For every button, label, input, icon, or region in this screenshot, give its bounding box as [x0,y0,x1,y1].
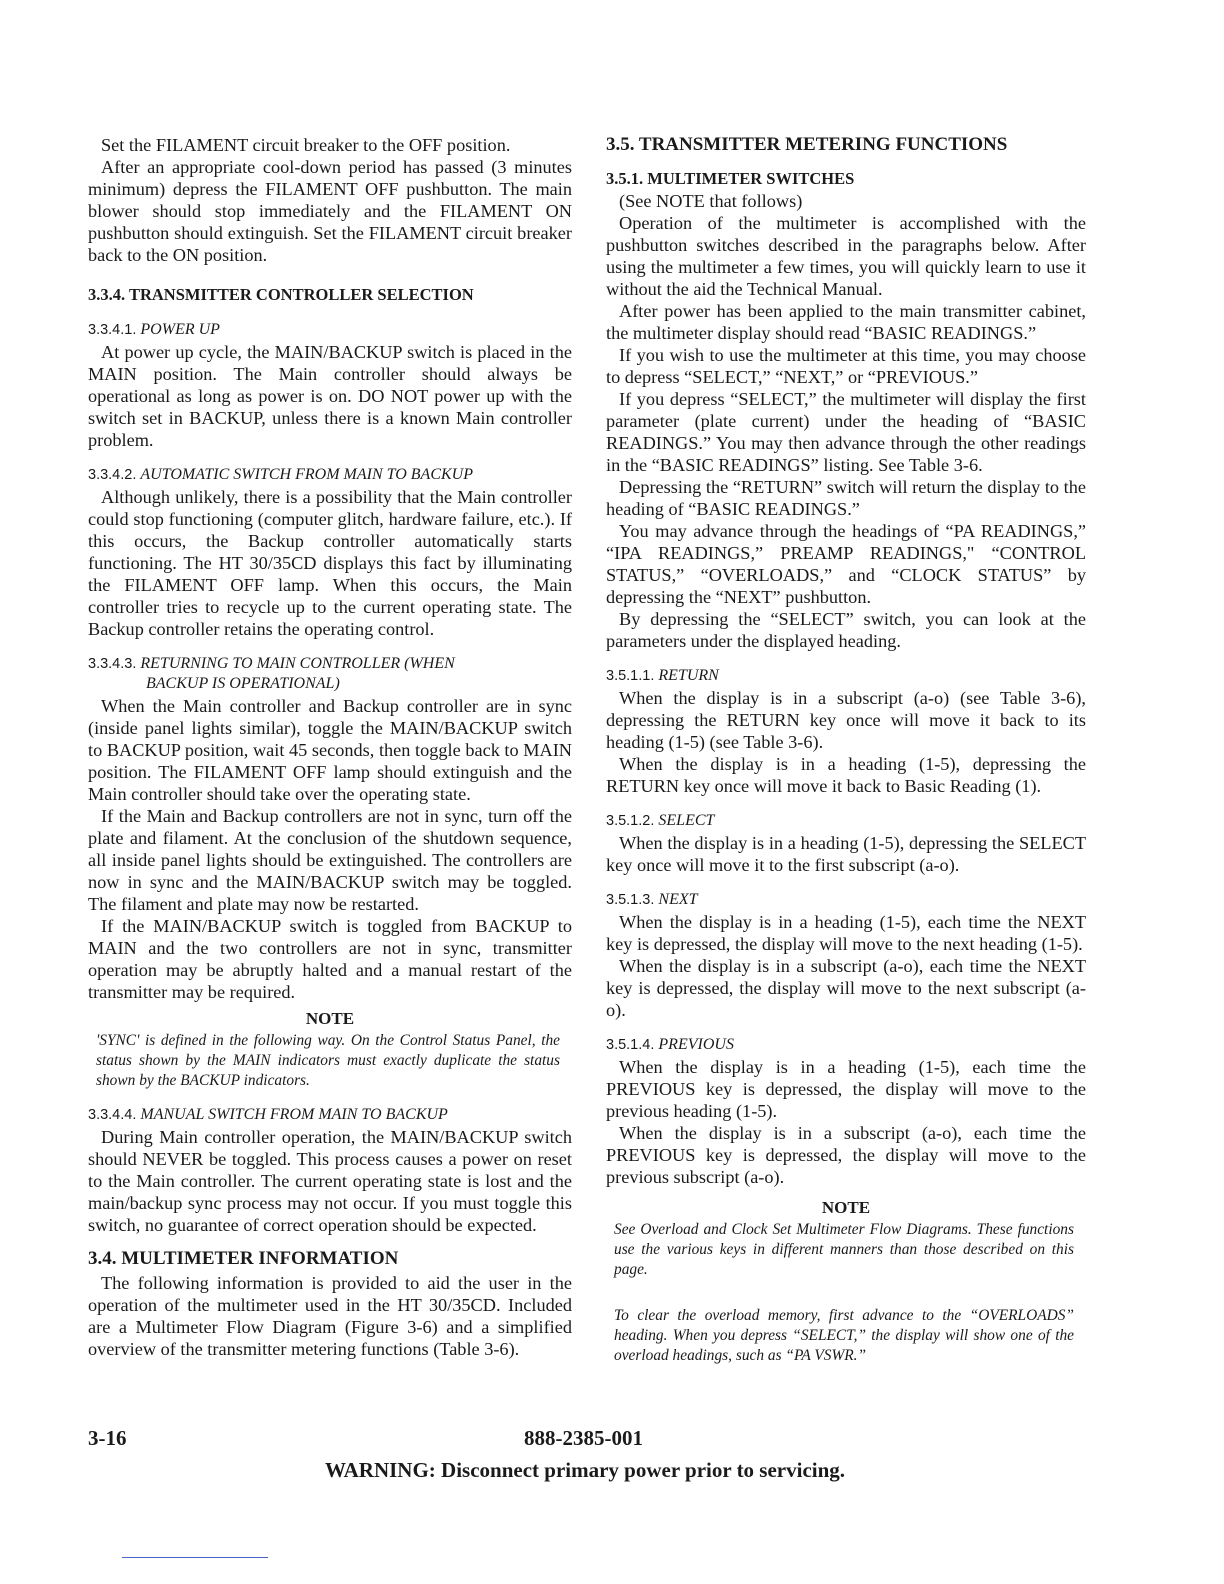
note-text: 'SYNC' is defined in the following way. On the Control Status Panel, the status shown by the MAIN indicators must exactly duplicate the status shown by the BACKUP indicators. [96,1032,560,1089]
page-number: 3-16 [88,1426,127,1450]
heading-title: RETURN [658,667,719,684]
heading-title-continued: BACKUP IS OPERATIONAL) [146,675,340,692]
subsection-heading-3-3-4-4 [88,1105,572,1125]
paragraph: If you depress “SELECT,” the multimeter will display the first parameter (plate current) under the heading of “BASIC READINGS.” You may then advance through the other readings in the “BASIC READINGS” listing. See Table 3-6. [606,389,1086,475]
heading-number: 3.5.1.4. [606,1037,655,1053]
paragraph: Operation of the multimeter is accomplished with the pushbutton switches described in the paragraphs below. After using the multimeter a few times, you will quickly learn to use it without the aid the Technical Manual. [606,213,1086,299]
heading-number: 3.5.1.2. [606,813,655,829]
paragraph: If the Main and Backup controllers are not in sync, turn off the plate and filament. At the conclusion of the shutdown sequence, all inside panel lights should be extinguished. The controllers are now in sync and the MAIN/BACKUP switch may be toggled. The filament and plate may now be restarted. [88,806,572,914]
page-footer [88,1426,1088,1456]
section-heading-3-3-4: 3.3.4. TRANSMITTER CONTROLLER SELECTION [88,285,474,304]
paragraph: When the display is in a subscript (a-o) (see Table 3-6), depressing the RETURN key once will move it back to its heading (1-5) (see Table 3-6). [606,688,1086,752]
left-column [88,134,572,1360]
warning-text: Disconnect primary power prior to servicing. [441,1458,846,1482]
subsection-heading-3-5-1-1 [606,666,1086,686]
note-title: NOTE [305,1009,355,1028]
section-heading-3-4: 3.4. MULTIMETER INFORMATION [88,1248,399,1269]
subsection-heading-3-3-4-1 [88,320,572,340]
right-column [606,134,1086,1366]
paragraph: When the display is in a heading (1-5), depressing the RETURN key once will move it back to Basic Reading (1). [606,754,1086,796]
section-heading-3-5: 3.5. TRANSMITTER METERING FUNCTIONS [606,134,1008,155]
paragraph: After an appropriate cool-down period has passed (3 minutes minimum) depress the FILAMENT OFF pushbutton. The main blower should stop immediately and the FILAMENT ON pushbutton should extinguish. Set the FILAMENT circuit breaker back to the ON position. [88,157,572,265]
heading-title: MANUAL SWITCH FROM MAIN TO BACKUP [140,1106,448,1123]
warning-label: WARNING: [324,1458,436,1482]
heading-title: AUTOMATIC SWITCH FROM MAIN TO BACKUP [140,466,473,483]
heading-number: 3.3.4.4. [88,1107,137,1123]
heading-number: 3.3.4.1. [88,322,137,338]
document-number: 888-2385-001 [524,1426,643,1450]
paragraph: Depressing the “RETURN” switch will return the display to the heading of “BASIC READINGS.” [606,477,1086,519]
paragraph: When the display is in a heading (1-5), each time the PREVIOUS key is depressed, the display will move to the previous heading (1-5). [606,1057,1086,1121]
note-text: See Overload and Clock Set Multimeter Flow Diagrams. These functions use the various keys in different manners than those described on this page. [614,1221,1074,1278]
heading-number: 3.5.1.1. [606,668,655,684]
paragraph: At power up cycle, the MAIN/BACKUP switch is placed in the MAIN position. The Main controller should always be operational as long as power is on. DO NOT power up with the switch set in BACKUP, unless there is a known Main controller problem. [88,342,572,450]
heading-number: 3.3.4.2. [88,467,137,483]
paragraph: When the display is in a subscript (a-o), each time the PREVIOUS key is depressed, the display will move to the previous subscript (a-o). [606,1123,1086,1187]
warning-banner [0,1458,1170,1483]
subsection-heading-3-5-1-3 [606,890,1086,910]
heading-title: RETURNING TO MAIN CONTROLLER (WHEN [140,655,455,672]
paragraph: When the display is in a subscript (a-o), each time the NEXT key is depressed, the display will move to the next subscript (a-o). [606,956,1086,1020]
subsection-heading-3-3-4-3 [88,654,572,694]
heading-number: 3.5.1.3. [606,892,655,908]
heading-title: NEXT [658,891,698,908]
paragraph: If you wish to use the multimeter at this time, you may choose to depress “SELECT,” “NEXT,” or “PREVIOUS.” [606,345,1086,387]
paragraph: Although unlikely, there is a possibility that the Main controller could stop functioning (computer glitch, hardware failure, etc.). If this occurs, the Backup controller automatically starts functioning. The HT 30/35CD displays this fact by illuminating the FILAMENT OFF lamp. When this occurs, the Main controller tries to recycle up to the current operating state. The Backup controller retains the operating control. [88,487,572,639]
paragraph: You may advance through the headings of “PA READINGS,” “IPA READINGS,” PREAMP READINGS," “CONTROL STATUS,” “OVERLOADS,” and “CLOCK STATUS” by depressing the “NEXT” pushbutton. [606,521,1086,607]
paragraph: After power has been applied to the main transmitter cabinet, the multimeter display should read “BASIC READINGS.” [606,301,1086,343]
heading-title: PREVIOUS [658,1036,734,1053]
paragraph: (See NOTE that follows) [619,191,803,211]
subsection-heading-3-5-1-4 [606,1035,1086,1055]
paragraph: When the display is in a heading (1-5), each time the NEXT key is depressed, the display will move to the next heading (1-5). [606,912,1086,954]
paragraph: During Main controller operation, the MAIN/BACKUP switch should NEVER be toggled. This process causes a power on reset to the Main controller. The current operating state is lost and the main/backup sync process may not occur. If you must toggle this switch, no guarantee of correct operation should be expected. [88,1127,572,1235]
heading-number: 3.3.4.3. [88,656,137,672]
section-heading-3-5-1: 3.5.1. MULTIMETER SWITCHES [606,169,855,188]
note-text: To clear the overload memory, first advance to the “OVERLOADS” heading. When you depress “SELECT,” the display will show one of the overload headings, such as “PA VSWR.” [614,1307,1074,1364]
note-title: NOTE [821,1198,871,1217]
heading-title: POWER UP [140,321,220,338]
subsection-heading-3-3-4-2 [88,465,572,485]
paragraph: Set the FILAMENT circuit breaker to the OFF position. [101,135,511,155]
subsection-heading-3-5-1-2 [606,811,1086,831]
heading-title: SELECT [658,812,715,829]
paragraph: If the MAIN/BACKUP switch is toggled from BACKUP to MAIN and the two controllers are not in sync, transmitter operation may be abruptly halted and a manual restart of the transmitter may be required. [88,916,572,1002]
paragraph: The following information is provided to aid the user in the operation of the multimeter used in the HT 30/35CD. Included are a Multimeter Flow Diagram (Figure 3-6) and a simplified overview of the transmitter metering functions (Table 3-6). [88,1273,572,1359]
paragraph: By depressing the “SELECT” switch, you can look at the parameters under the displayed heading. [606,609,1086,651]
paragraph: When the display is in a heading (1-5), depressing the SELECT key once will move it to the first subscript (a-o). [606,833,1086,875]
divider-line [122,1557,268,1558]
paragraph: When the Main controller and Backup controller are in sync (inside panel lights similar), toggle the MAIN/BACKUP switch to BACKUP position, wait 45 seconds, then toggle back to MAIN position. The FILAMENT OFF lamp should extinguish and the Main controller should take over the operating state. [88,696,572,804]
